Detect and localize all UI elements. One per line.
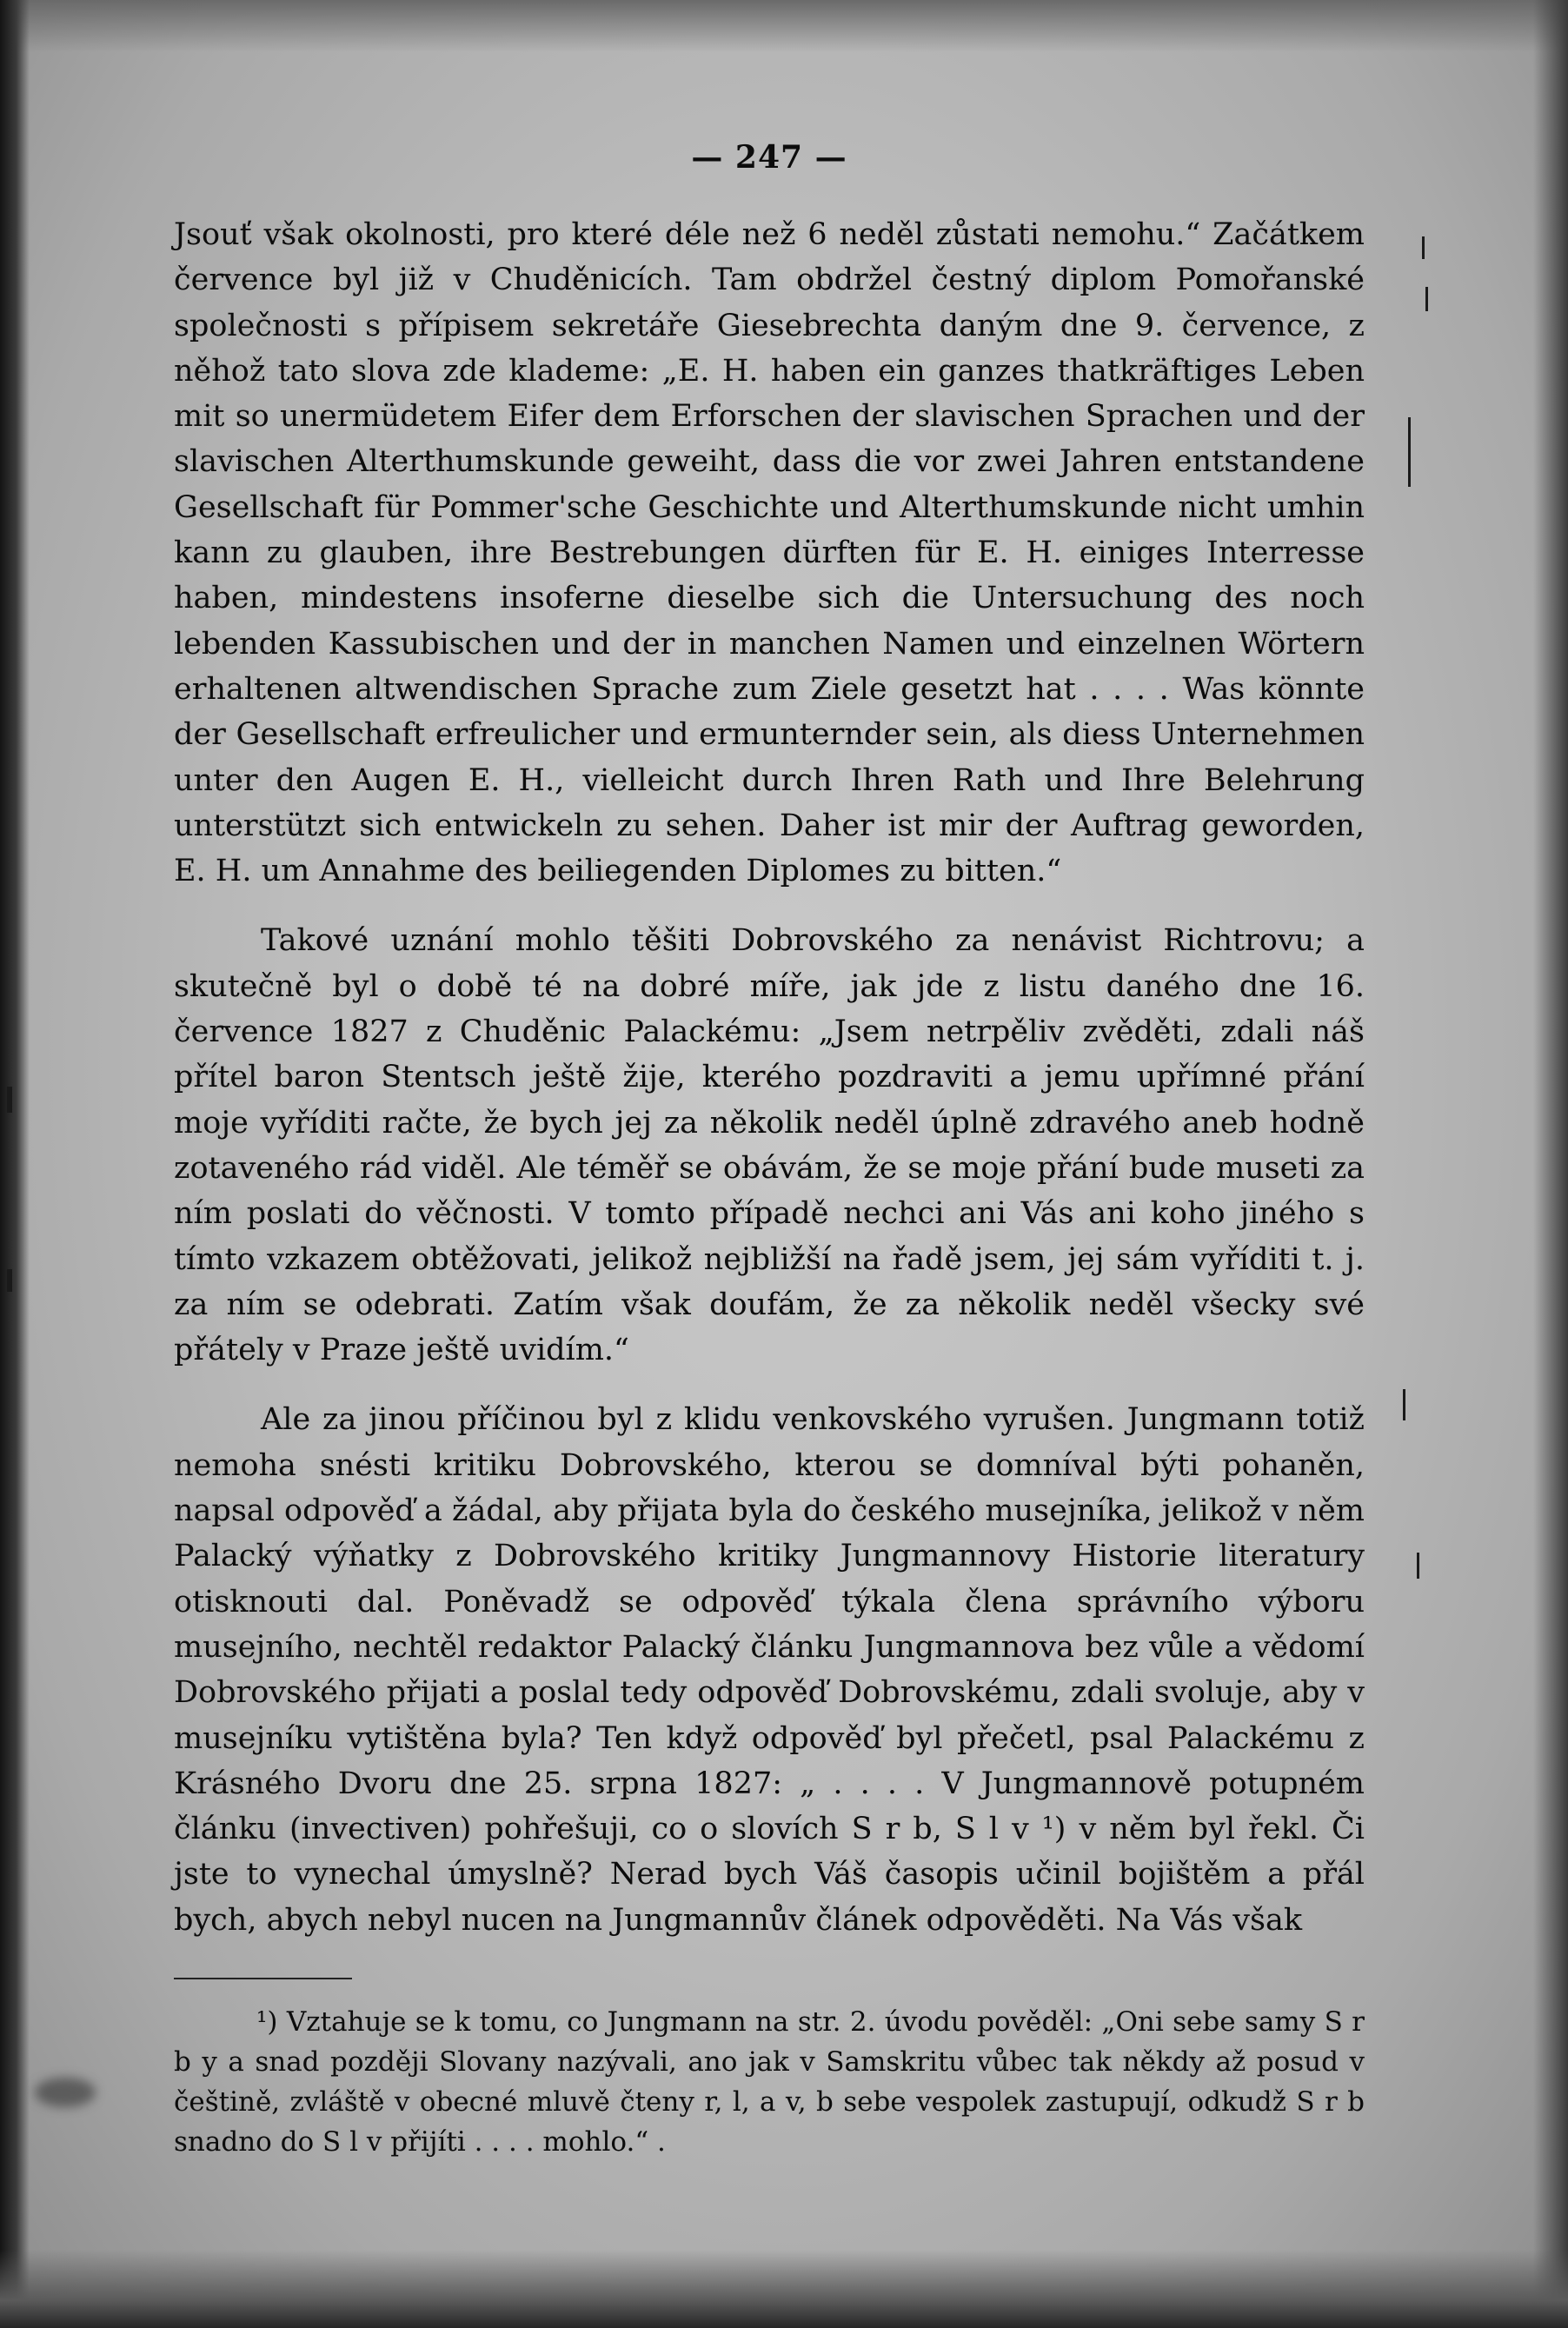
page-edge-right (1533, 0, 1568, 2328)
footnote: ¹) Vztahuje se k tomu, co Jungmann na str. 2. úvodu pověděl: „Oni sebe samy S r b y a snad později Slovany nazývali, ano jak v Samskritu vůbec tak někdy až posud v češtině, zvláště v obecné mluvě čteny r, l, a v, b sebe vespolek zastupují, odkudž S r b snadno do S l v přijíti . . . . mohlo.“ . (174, 2005, 1365, 2158)
page-edge-bottom (0, 2250, 1568, 2328)
page-edge-top (0, 0, 1568, 52)
paragraph: Jsouť však okolnosti, pro které déle než 6 neděl zůstati nemohu.“ Začátkem července byl již v Chuděnicích. Tam obdržel čestný diplom Pomořanské společnosti s přípisem sekretáře Giesebrechta daným dne 9. července, z něhož tato slova zde klademe: „E. H. haben ein ganzes thatkräftiges Leben mit so unermüdetem Eifer dem Erforschen der slavischen Sprachen und der slavischen Alterthumskunde geweiht, dass die vor zwei Jahren entstandene Gesellschaft für Pommer'sche Geschichte und Alterthumskunde nicht umhin kann zu glauben, ihre Bestrebungen dürften für E. H. einiges Interresse haben, mindestens insoferne dieselbe sich die Untersuchung des noch lebenden Kassubischen und der in manchen Namen und einzelnen Wörtern erhaltenen altwendischen Sprache zum Ziele gesetzt hat . . . . Was könnte der Gesellschaft erfreulicher und ermunternder sein, als diess Unternehmen unter den Augen E. H., vielleicht durch Ihren Rath und Ihre Belehrung unterstützt sich entwickeln zu sehen. Daher ist mir der Auftrag geworden, E. H. um Annahme des beiliegenden Diplomes zu bitten.“ (174, 217, 1365, 889)
footnote-divider (174, 1978, 352, 1979)
paragraph: Takové uznání mohlo těšiti Dobrovského za nenávist Richtrovu; a skutečně byl o době té na dobré míře, jak jde z listu daného dne 16. července 1827 z Chuděnic Palackému: „Jsem netrpěliv zvěděti, zdali náš přítel baron Stentsch ještě žije, kterého pozdraviti a jemu upřímné přání moje vyříditi račte, že bych jej za několik neděl úplně zdravého aneb hodně zotaveného rád viděl. Ale téměř se obávám, že se moje přání bude museti za ním poslati do věčnosti. V tomto případě nechci ani Vás ani koho jiného s tímto vzkazem obtěžovati, jelikož nejbližší na řadě jsem, jej sám vyříditi t. j. za ním se odebrati. Zatím však doufám, že za několik neděl všecky své přátely v Praze ještě uvidím.“ (174, 923, 1365, 1368)
margin-mark (1422, 236, 1425, 259)
margin-mark (1403, 1389, 1405, 1420)
margin-mark (7, 1269, 12, 1292)
margin-mark (1417, 1553, 1419, 1579)
ink-smudge (35, 2078, 96, 2107)
page-edge-left (0, 0, 30, 2328)
page-number: — 247 — (691, 139, 847, 176)
page-content (174, 139, 1365, 2162)
paragraph: Ale za jinou příčinou byl z klidu venkovského vyrušen. Jungmann totiž nemoha snésti kritiku Dobrovského, kterou se domníval býti pohaněn, napsal odpověď a žádal, aby přijata byla do českého musejníka, jelikož v něm Palacký výňatky z Dobrovského kritiky Jungmannovy Historie literatury otisknouti dal. Poněvadž se odpověď týkala člena správního výboru musejního, nechtěl redaktor Palacký článku Jungmannova bez vůle a vědomí Dobrovského přijati a poslal tedy odpověď Dobrovskému, zdali svoluje, aby v musejníku vytištěna byla? Ten když odpověď byl přečetl, psal Palackému z Krásného Dvoru dne 25. srpna 1827: „ . . . . V Jungmannově potupném článku (invectiven) pohřešuji, co o slovích S r b, S l v ¹) v něm byl řekl. Či jste to vynechal úmyslně? Nerad bych Váš časopis učinil bojištěm a přál bych, abych nebyl nucen na Jungmannův článek odpověděti. Na Vás však (174, 1402, 1365, 1938)
margin-mark (1425, 287, 1428, 311)
margin-mark (1408, 417, 1411, 487)
margin-mark (7, 1087, 12, 1113)
